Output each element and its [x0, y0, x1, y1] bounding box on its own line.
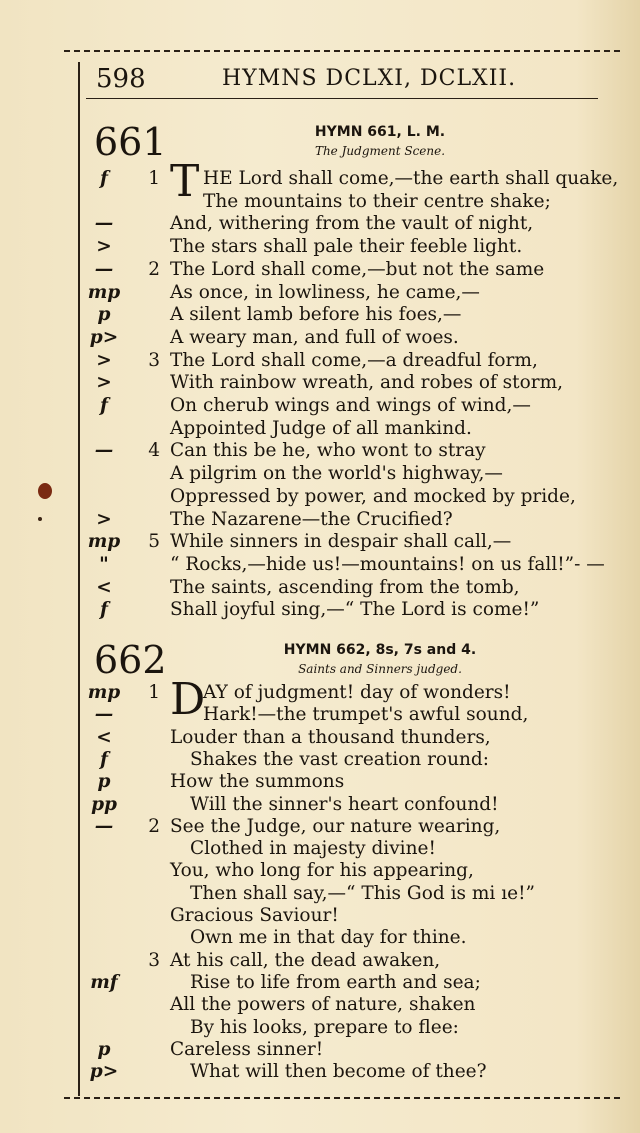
verse-line	[0, 282, 640, 304]
verse-line	[0, 191, 640, 213]
verse-number: 2	[148, 258, 160, 280]
dynamic-mark: p>	[89, 1061, 119, 1083]
dynamic-mark: —	[94, 704, 114, 726]
verse-text: What will then become of thee?	[190, 1061, 487, 1083]
verse-text: A pilgrim on the world's highway,—	[170, 463, 503, 485]
dynamic-mark: >	[96, 372, 112, 394]
verse-line	[0, 236, 640, 258]
dynamic-mark: f	[100, 168, 108, 189]
dynamic-mark: >	[96, 508, 112, 530]
ink-blot	[38, 483, 52, 499]
verse-text: The Lord shall come,—a dreadful form,	[170, 349, 538, 371]
dynamic-mark: —	[94, 213, 114, 235]
dynamic-mark: mf	[90, 971, 118, 993]
page-number: 598	[96, 64, 146, 94]
verse-text: A weary man, and full of woes.	[170, 326, 459, 348]
verse-text: Appointed Judge of all mankind.	[170, 417, 472, 439]
verse-text: The Lord shall come,—but not the same	[170, 258, 545, 280]
verse-text: With rainbow wreath, and robes of storm,	[170, 372, 564, 394]
verse-line	[0, 860, 640, 882]
verse-number: 1	[148, 682, 160, 703]
verse-text: You, who long for his appearing,	[170, 860, 474, 882]
verse-number: 3	[148, 949, 160, 971]
verse-text: How the summons	[170, 771, 345, 793]
verse-number: 1	[148, 168, 160, 189]
verse-text: And, withering from the vault of night,	[170, 213, 534, 235]
verse-text: As once, in lowliness, he came,—	[170, 281, 480, 303]
dynamic-mark: "	[99, 553, 109, 575]
dynamic-mark: >	[96, 349, 112, 371]
verse-line	[0, 168, 640, 190]
verse-text: Oppressed by power, and mocked by pride,	[170, 485, 576, 507]
dynamic-mark: >	[96, 236, 112, 258]
verse-number: 3	[148, 349, 160, 371]
verse-line	[0, 418, 640, 440]
dynamic-mark: f	[100, 395, 108, 416]
verse-text: At his call, the dead awaken,	[170, 949, 441, 971]
verse-line	[0, 440, 640, 462]
hymn-661-heading: HYMN 661, L. M.	[314, 124, 446, 140]
verse-text: “ Rocks,—hide us!—mountains! on us fall!”- —	[170, 553, 605, 575]
verse-line	[0, 554, 640, 576]
verse-line	[0, 1061, 640, 1083]
header-rule	[86, 98, 598, 99]
verse-text: The mountains to their centre shake;	[203, 190, 551, 212]
hymn-661-subtitle: The Judgment Scene.	[314, 144, 446, 158]
verse-text: All the powers of nature, shaken	[170, 994, 476, 1016]
verse-text: The stars shall pale their feeble light.	[170, 236, 523, 258]
verse-line	[0, 577, 640, 599]
verse-line	[0, 927, 640, 949]
verse-line	[0, 727, 640, 749]
verse-text: On cherub wings and wings of wind,—	[170, 395, 531, 416]
verse-line	[0, 883, 640, 905]
verse-text: Careless sinner!	[170, 1038, 324, 1060]
verse-text: Shakes the vast creation round:	[190, 748, 489, 770]
verse-line	[0, 486, 640, 508]
hymn-661-number: 661	[94, 120, 167, 164]
ink-dot	[38, 517, 42, 521]
dynamic-mark: p>	[89, 326, 119, 348]
verse-line	[0, 213, 640, 235]
verse-line	[0, 771, 640, 793]
top-border-rule	[64, 50, 620, 52]
dynamic-mark: f	[100, 599, 108, 621]
verse-text: See the Judge, our nature wearing,	[170, 815, 501, 837]
dynamic-mark: p	[97, 304, 111, 326]
verse-line	[0, 327, 640, 349]
dynamic-mark: mp	[87, 531, 121, 553]
verse-line	[0, 972, 640, 994]
verse-line	[0, 794, 640, 816]
dynamic-mark: p	[97, 771, 111, 793]
dynamic-mark: <	[96, 726, 112, 748]
verse-line	[0, 749, 640, 771]
dynamic-mark: —	[94, 815, 114, 837]
verse-line	[0, 372, 640, 394]
verse-line	[0, 682, 640, 704]
verse-line	[0, 304, 640, 326]
verse-text: Can this be he, who wont to stray	[170, 440, 486, 462]
hymn-662-dropcap: D	[170, 674, 206, 725]
verse-text: Clothed in majesty divine!	[190, 838, 436, 860]
verse-text: By his looks, prepare to flee:	[190, 1016, 459, 1038]
verse-line	[0, 1039, 640, 1061]
bottom-border-rule	[64, 1097, 620, 1099]
dynamic-mark: f	[100, 748, 108, 770]
verse-text: Rise to life from earth and sea;	[190, 971, 481, 993]
verse-text: A silent lamb before his foes,—	[170, 304, 462, 326]
verse-number: 5	[148, 531, 160, 553]
verse-text: HE Lord shall come,—the earth shall quake,	[203, 168, 619, 189]
running-head: HYMNS DCLXI, DCLXII.	[222, 66, 517, 91]
dynamic-mark: —	[94, 258, 114, 280]
verse-line	[0, 509, 640, 531]
dynamic-mark: p	[97, 1038, 111, 1060]
dynamic-mark: —	[94, 440, 114, 462]
verse-text: Will the sinner's heart confound!	[190, 793, 499, 815]
verse-number: 4	[148, 440, 160, 462]
verse-text: Gracious Saviour!	[170, 905, 339, 926]
verse-line	[0, 599, 640, 621]
verse-line	[0, 816, 640, 838]
verse-text: The saints, ascending from the tomb,	[170, 576, 520, 598]
verse-text: Hark!—the trumpet's awful sound,	[203, 704, 529, 726]
verse-text: AY of judgment! day of wonders!	[203, 682, 511, 703]
hymn-662-heading: HYMN 662, 8s, 7s and 4.	[283, 642, 477, 658]
verse-line	[0, 905, 640, 927]
dynamic-mark: <	[96, 576, 112, 598]
verse-line	[0, 395, 640, 417]
verse-line	[0, 838, 640, 860]
verse-number: 2	[148, 815, 160, 837]
verse-text: The Nazarene—the Crucified?	[170, 508, 453, 530]
verse-line	[0, 1017, 640, 1039]
verse-line	[0, 950, 640, 972]
dynamic-mark: pp	[91, 793, 117, 815]
hymn-662-number: 662	[94, 638, 167, 682]
hymn-661-dropcap: T	[170, 156, 200, 207]
verse-line	[0, 259, 640, 281]
verse-text: Shall joyful sing,—“ The Lord is come!”	[170, 599, 540, 621]
verse-line	[0, 531, 640, 553]
verse-line	[0, 704, 640, 726]
verse-line	[0, 994, 640, 1016]
verse-text: While sinners in despair shall call,—	[170, 531, 512, 553]
verse-text: Then shall say,—“ This God is mi ıe!”	[190, 882, 535, 904]
hymn-662-subtitle: Saints and Sinners judged.	[298, 662, 462, 676]
verse-line	[0, 350, 640, 372]
verse-text: Louder than a thousand thunders,	[170, 726, 491, 748]
dynamic-mark: mp	[87, 281, 121, 303]
verse-text: Own me in that day for thine.	[190, 927, 467, 949]
verse-line	[0, 463, 640, 485]
dynamic-mark: mp	[87, 682, 121, 703]
